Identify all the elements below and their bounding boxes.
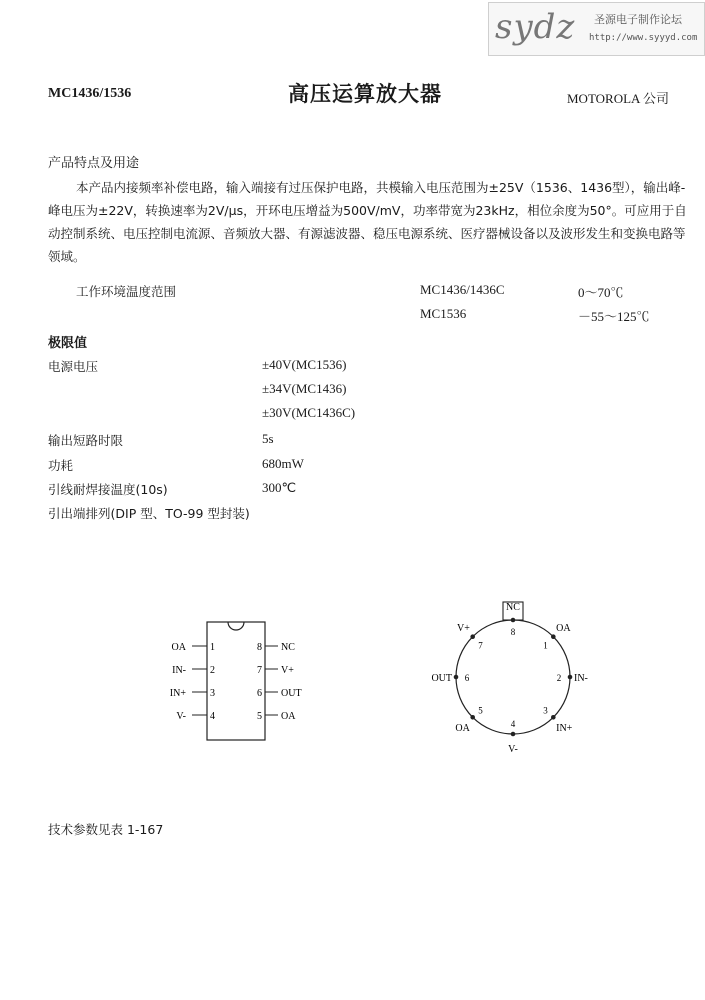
dip-pin-label: OUT [281,688,302,699]
supply-voltage-value: ±40V(MC1536) [262,357,347,372]
limits-heading: 极限值 [48,336,88,351]
to99-pins [431,602,587,755]
watermark [488,2,705,56]
features-heading: 产品特点及用途 [48,156,140,171]
watermark-name: 圣源电子制作论坛 [594,13,682,26]
to99-pin-dot [454,675,459,680]
to99-pin-label: OUT [431,673,452,684]
to99-pin-label: OA [556,622,571,634]
dip-pin-label: V+ [281,665,294,676]
supply-voltage-value: ±34V(MC1436) [262,381,347,396]
dip-body [207,622,265,740]
to99-pin-number: 5 [478,705,483,716]
limit-value: 300℃ [262,480,297,495]
part-number: MC1436/1536 [48,86,132,101]
to99-pin-dot [551,715,556,720]
dip-pin-number: 4 [210,711,215,722]
temp-range: －55～125℃ [578,309,650,324]
temp-part: MC1436/1436C [420,282,505,297]
supply-voltage-label: 电源电压 [48,359,99,374]
to99-pin-label: OA [455,723,470,735]
to99-pin-label: NC [506,602,520,613]
dip-pin-number: 7 [257,665,262,676]
features-paragraph: 本产品内接频率补偿电路，输入端接有过压保护电路，共模输入电压范围为±25V（1536、1436型），输出峰-峰电压为±22V，转换速率为2V/μs，开环电压增益为500V/mV，功率带宽为23kHz，相位余度为50°。可应用于自动控制系统、电压控制电流源、音频放大器、有源滤波器、稳压电源系统、医疗器械设备以及波形发生和变换电路等领域。 [48,180,687,264]
dip-pin-label: IN+ [169,688,186,699]
footer-note: 技术参数见表 1-167 [48,822,164,837]
to99-pin-dot [511,732,516,737]
limit-label: 输出短路时限 [48,433,124,448]
to99-pin-number: 7 [478,640,483,651]
pinout-heading: 引出端排列(DIP 型、TO-99 型封装) [48,506,250,521]
to99-pin-label: IN+ [556,723,573,735]
to99-pin-dot [470,634,475,639]
to99-pin-dot [470,715,475,720]
dip-pin-number: 2 [210,665,215,676]
to99-pin-number: 6 [464,673,470,683]
to99-pin-number: 4 [510,719,516,729]
to99-pin-dot [551,634,556,639]
dip-pin-number: 8 [257,642,262,653]
dip-pin-number: 5 [257,711,262,722]
limit-label: 引线耐焊接温度(10s) [48,482,168,497]
to99-pin-dot [511,618,516,623]
limit-value: 680mW [262,456,304,471]
manufacturer: MOTOROLA 公司 [567,91,669,106]
dip-pin-label: OA [281,711,296,722]
dip-pin-number: 3 [210,688,215,699]
dip-left-pins [170,642,215,722]
to99-pin-label: IN- [574,673,588,684]
watermark-url: http://www.syyyd.com [589,33,698,43]
temp-range-label: 工作环境温度范围 [76,284,177,299]
to99-pin-number: 3 [543,705,548,716]
dip-pin-label: IN- [172,665,186,676]
dip-right-pins [257,642,302,722]
to99-pin-label: V- [508,744,518,755]
page-title: 高压运算放大器 [288,82,442,106]
dip-pin-number: 1 [210,642,215,653]
dip-pin-label: NC [281,642,295,653]
dip-pin-label: OA [171,642,186,653]
watermark-logo: sydz [495,7,576,47]
limit-label: 功耗 [48,458,74,473]
temp-part: MC1536 [420,306,467,321]
dip-pin-number: 6 [257,688,262,699]
dip-pin-label: V- [176,711,186,722]
dip-package-diagram [150,600,320,750]
limit-value: 5s [262,431,274,446]
to99-pin-number: 2 [556,673,562,683]
to99-pin-number: 8 [510,627,516,637]
to99-pin-number: 1 [543,640,548,651]
supply-voltage-value: ±30V(MC1436C) [262,405,356,420]
dip-notch [228,622,244,630]
temp-range: 0～70℃ [578,285,624,300]
to99-pin-dot [568,675,573,680]
to99-package-diagram [420,590,610,775]
to99-pin-label: V+ [456,622,470,634]
